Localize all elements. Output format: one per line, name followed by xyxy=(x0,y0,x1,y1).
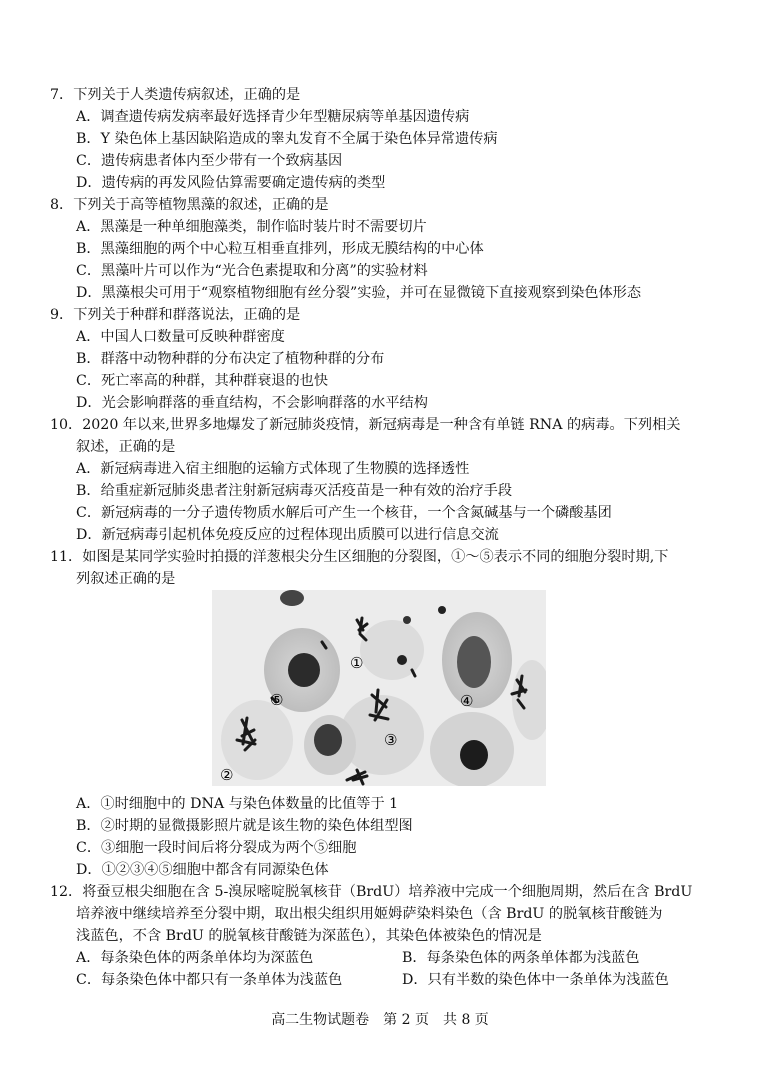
question-7-stem: 7．下列关于人类遗传病叙述，正确的是 xyxy=(50,87,301,103)
question-10-stem-line-1: 10．2020 年以来,世界多地爆发了新冠肺炎疫情，新冠病毒是一种含有单链 RNA 的病毒。下列相关 xyxy=(50,417,681,433)
nucleus-6 xyxy=(460,740,488,770)
question-9-stem: 9．下列关于种群和群落说法，正确的是 xyxy=(50,307,301,323)
question-11-option-d: D．①②③④⑤细胞中都含有同源染色体 xyxy=(76,862,329,878)
question-8-stem: 8．下列关于高等植物黑藻的叙述，正确的是 xyxy=(50,197,329,213)
micrograph-drawing xyxy=(212,590,546,786)
question-11-option-b: B．②时期的显微摄影照片就是该生物的染色体组型图 xyxy=(76,818,413,834)
small-chromatin-dot xyxy=(403,616,411,624)
question-9-option-d: D．光会影响群落的垂直结构，不会影响群落的水平结构 xyxy=(76,395,428,411)
question-10-option-a: A．新冠病毒进入宿主细胞的运输方式体现了生物膜的选择透性 xyxy=(76,461,470,477)
question-12-stem-line-1: 12．将蚕豆根尖细胞在含 5-溴尿嘧啶脱氧核苷（BrdU）培养液中完成一个细胞周期，然后在含 BrdU xyxy=(50,884,693,900)
page-footer: 高二生物试题卷 第 2 页 共 8 页 xyxy=(271,1012,489,1028)
question-12-option-d: D．只有半数的染色体中一条单体为浅蓝色 xyxy=(402,972,669,988)
cell-1-body xyxy=(360,620,424,680)
question-10-option-d: D．新冠病毒引起机体免疫反应的过程体现出质膜可以进行信息交流 xyxy=(76,527,499,543)
question-10-option-b: B．给重症新冠肺炎患者注射新冠病毒灭活疫苗是一种有效的治疗手段 xyxy=(76,483,513,499)
question-7-option-c: C．遗传病患者体内至少带有一个致病基因 xyxy=(76,153,343,169)
question-7-option-a: A．调查遗传病发病率最好选择青少年型糖尿病等单基因遗传病 xyxy=(76,109,470,125)
nucleus-5 xyxy=(288,653,320,687)
figure-label-5: ⑤ xyxy=(270,691,284,709)
question-10-stem-line-2: 叙述，正确的是 xyxy=(76,439,176,455)
question-8-option-d: D．黑藻根尖可用于“观察植物细胞有丝分裂”实验，并可在显微镜下直接观察到染色体形态 xyxy=(76,285,642,301)
figure-label-2: ② xyxy=(220,766,234,784)
nucleus-4 xyxy=(457,636,491,688)
nucleus-7 xyxy=(314,724,342,756)
question-11-stem-line-1: 11．如图是某同学实验时拍摄的洋葱根尖分生区细胞的分裂图，①～⑤表示不同的细胞分裂时期,下 xyxy=(50,549,669,565)
question-12-option-c: C．每条染色体中都只有一条单体为浅蓝色 xyxy=(76,972,343,988)
figure-label-3: ③ xyxy=(384,731,398,749)
question-8-option-b: B．黑藻细胞的两个中心粒互相垂直排列，形成无膜结构的中心体 xyxy=(76,241,484,257)
question-9-option-b: B．群落中动物种群的分布决定了植物种群的分布 xyxy=(76,351,385,367)
question-11-option-a: A．①时细胞中的 DNA 与染色体数量的比值等于 1 xyxy=(76,796,399,812)
nucleus-top xyxy=(280,590,304,606)
question-12-stem-line-2: 培养液中继续培养至分裂中期，取出根尖组织用姬姆萨染料染色（含 BrdU 的脱氧核苷酸链为 xyxy=(76,906,663,922)
question-7-option-d: D．遗传病的再发风险估算需要确定遗传病的类型 xyxy=(76,175,386,191)
question-9-option-c: C．死亡率高的种群，其种群衰退的也快 xyxy=(76,373,329,389)
question-9-option-a: A．中国人口数量可反映种群密度 xyxy=(76,329,285,345)
question-10-option-c: C．新冠病毒的一分子遗传物质水解后可产生一个核苷，一个含氮碱基与一个磷酸基团 xyxy=(76,505,612,521)
question-11-stem-line-2: 列叙述正确的是 xyxy=(76,571,176,587)
question-12-stem-line-3: 浅蓝色，不含 BrdU 的脱氧核苷酸链为深蓝色），其染色体被染色的情况是 xyxy=(76,928,542,944)
small-chromatin-dot xyxy=(397,655,407,665)
question-8-option-c: C．黑藻叶片可以作为“光合色素提取和分离”的实验材料 xyxy=(76,263,428,279)
question-12-option-b: B．每条染色体的两条单体都为浅蓝色 xyxy=(402,950,640,966)
question-11-option-c: C．③细胞一段时间后将分裂成为两个⑤细胞 xyxy=(76,840,357,856)
question-12-option-a: A．每条染色体的两条单体均为深蓝色 xyxy=(76,950,314,966)
figure-label-4: ④ xyxy=(460,692,474,710)
figure-label-1: ① xyxy=(350,654,364,672)
question-8-option-a: A．黑藻是一种单细胞藻类，制作临时装片时不需要切片 xyxy=(76,219,427,235)
onion-root-tip-micrograph xyxy=(212,590,546,786)
small-chromatin-dot xyxy=(438,606,446,614)
question-7-option-b: B．Y 染色体上基因缺陷造成的睾丸发育不全属于染色体异常遗传病 xyxy=(76,131,498,147)
